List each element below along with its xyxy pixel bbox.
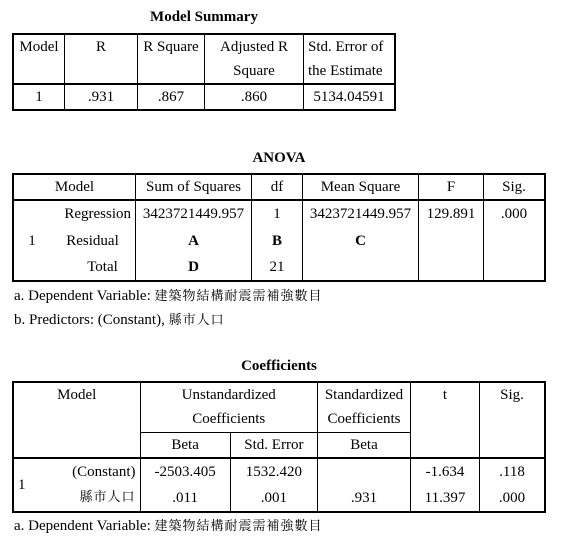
anova-note-predictors xyxy=(14,309,225,329)
anova-row-regression-label: Regression xyxy=(50,200,136,227)
coef-model-number: 1 xyxy=(13,458,32,512)
anova-regression-df: 1 xyxy=(252,200,303,227)
anova-header-model: Model xyxy=(13,174,136,200)
coef-header-unstd-coefficients: Coefficients xyxy=(140,407,318,432)
anova-row-residual-label: Residual xyxy=(50,227,136,254)
coef-constant-sig: .118 xyxy=(480,458,546,485)
coef-population-beta: .931 xyxy=(318,485,411,512)
ms-header-square: Square xyxy=(205,59,304,84)
coef-row-population-label: 縣市人口 xyxy=(32,485,140,512)
anova-residual-f xyxy=(419,227,484,254)
ms-header-estimate: the Estimate xyxy=(304,59,396,84)
anova-total-sig xyxy=(484,254,546,281)
anova-total-ss: D xyxy=(136,254,252,281)
anova-regression-f: 129.891 xyxy=(419,200,484,227)
anova-regression-ss: 3423721449.957 xyxy=(136,200,252,227)
ms-std-error-value: 5134.04591 xyxy=(304,84,396,110)
ms-header-r-square: R Square xyxy=(138,34,205,59)
coef-header-std-error: Std. Error xyxy=(230,432,317,458)
ms-header-std-error: Std. Error of xyxy=(304,34,396,59)
coef-note-variable: 建築物結構耐震需補強數目 xyxy=(154,519,323,534)
ms-r-value: .931 xyxy=(65,84,138,110)
anova-total-ms xyxy=(303,254,419,281)
coef-population-se: .001 xyxy=(230,485,317,512)
coef-population-t: 11.397 xyxy=(411,485,480,512)
coef-row-constant-label: (Constant) xyxy=(32,458,140,485)
anova-total-f xyxy=(419,254,484,281)
anova-total-df: 21 xyxy=(252,254,303,281)
ms-r-square-value: .867 xyxy=(138,84,205,110)
coef-header-standardized: Standardized xyxy=(318,382,411,407)
anova-note-b-prefix: b. Predictors: (Constant), xyxy=(14,312,165,328)
coef-constant-t: -1.634 xyxy=(411,458,480,485)
coef-header-beta: Beta xyxy=(140,432,230,458)
coef-header-sig: Sig. xyxy=(480,382,546,458)
coef-header-std-coefficients: Coefficients xyxy=(318,407,411,432)
anova-residual-ss: A xyxy=(136,227,252,254)
coefficients-title: Coefficients xyxy=(241,358,317,374)
ms-header-model: Model xyxy=(13,34,65,59)
coef-header-model: Model xyxy=(13,382,140,458)
model-summary-table xyxy=(12,33,396,111)
anova-note-dependent xyxy=(14,285,323,305)
anova-note-a-variable: 建築物結構耐震需補強數目 xyxy=(154,289,323,304)
anova-title: ANOVA xyxy=(252,150,306,166)
coef-population-b: .011 xyxy=(140,485,230,512)
anova-header-ms: Mean Square xyxy=(303,174,419,200)
anova-model-number: 1 xyxy=(13,200,50,281)
coefficients-table xyxy=(12,381,546,513)
coef-note-dependent xyxy=(14,515,323,535)
anova-header-df: df xyxy=(252,174,303,200)
coef-constant-se: 1532.420 xyxy=(230,458,317,485)
anova-header-f: F xyxy=(419,174,484,200)
coef-population-sig: .000 xyxy=(480,485,546,512)
anova-note-a-prefix: a. Dependent Variable: xyxy=(14,288,151,304)
coef-header-t: t xyxy=(411,382,480,458)
ms-header-r: R xyxy=(65,34,138,59)
anova-regression-ms: 3423721449.957 xyxy=(303,200,419,227)
ms-adjusted-r-value: .860 xyxy=(205,84,304,110)
anova-row-total-label: Total xyxy=(50,254,136,281)
anova-note-b-variable: 縣市人口 xyxy=(168,313,225,328)
anova-header-sig: Sig. xyxy=(484,174,546,200)
anova-residual-sig xyxy=(484,227,546,254)
ms-header-adjusted-r: Adjusted R xyxy=(205,34,304,59)
anova-residual-ms: C xyxy=(303,227,419,254)
coef-header-unstandardized: Unstandardized xyxy=(140,382,318,407)
anova-residual-df: B xyxy=(252,227,303,254)
anova-regression-sig: .000 xyxy=(484,200,546,227)
coef-header-std-beta: Beta xyxy=(318,432,411,458)
anova-header-ss: Sum of Squares xyxy=(136,174,252,200)
anova-table xyxy=(12,173,546,282)
coef-constant-b: -2503.405 xyxy=(140,458,230,485)
model-summary-title: Model Summary xyxy=(150,9,258,25)
coef-constant-beta xyxy=(318,458,411,485)
coef-note-prefix: a. Dependent Variable: xyxy=(14,518,151,534)
ms-model-value: 1 xyxy=(13,84,65,110)
